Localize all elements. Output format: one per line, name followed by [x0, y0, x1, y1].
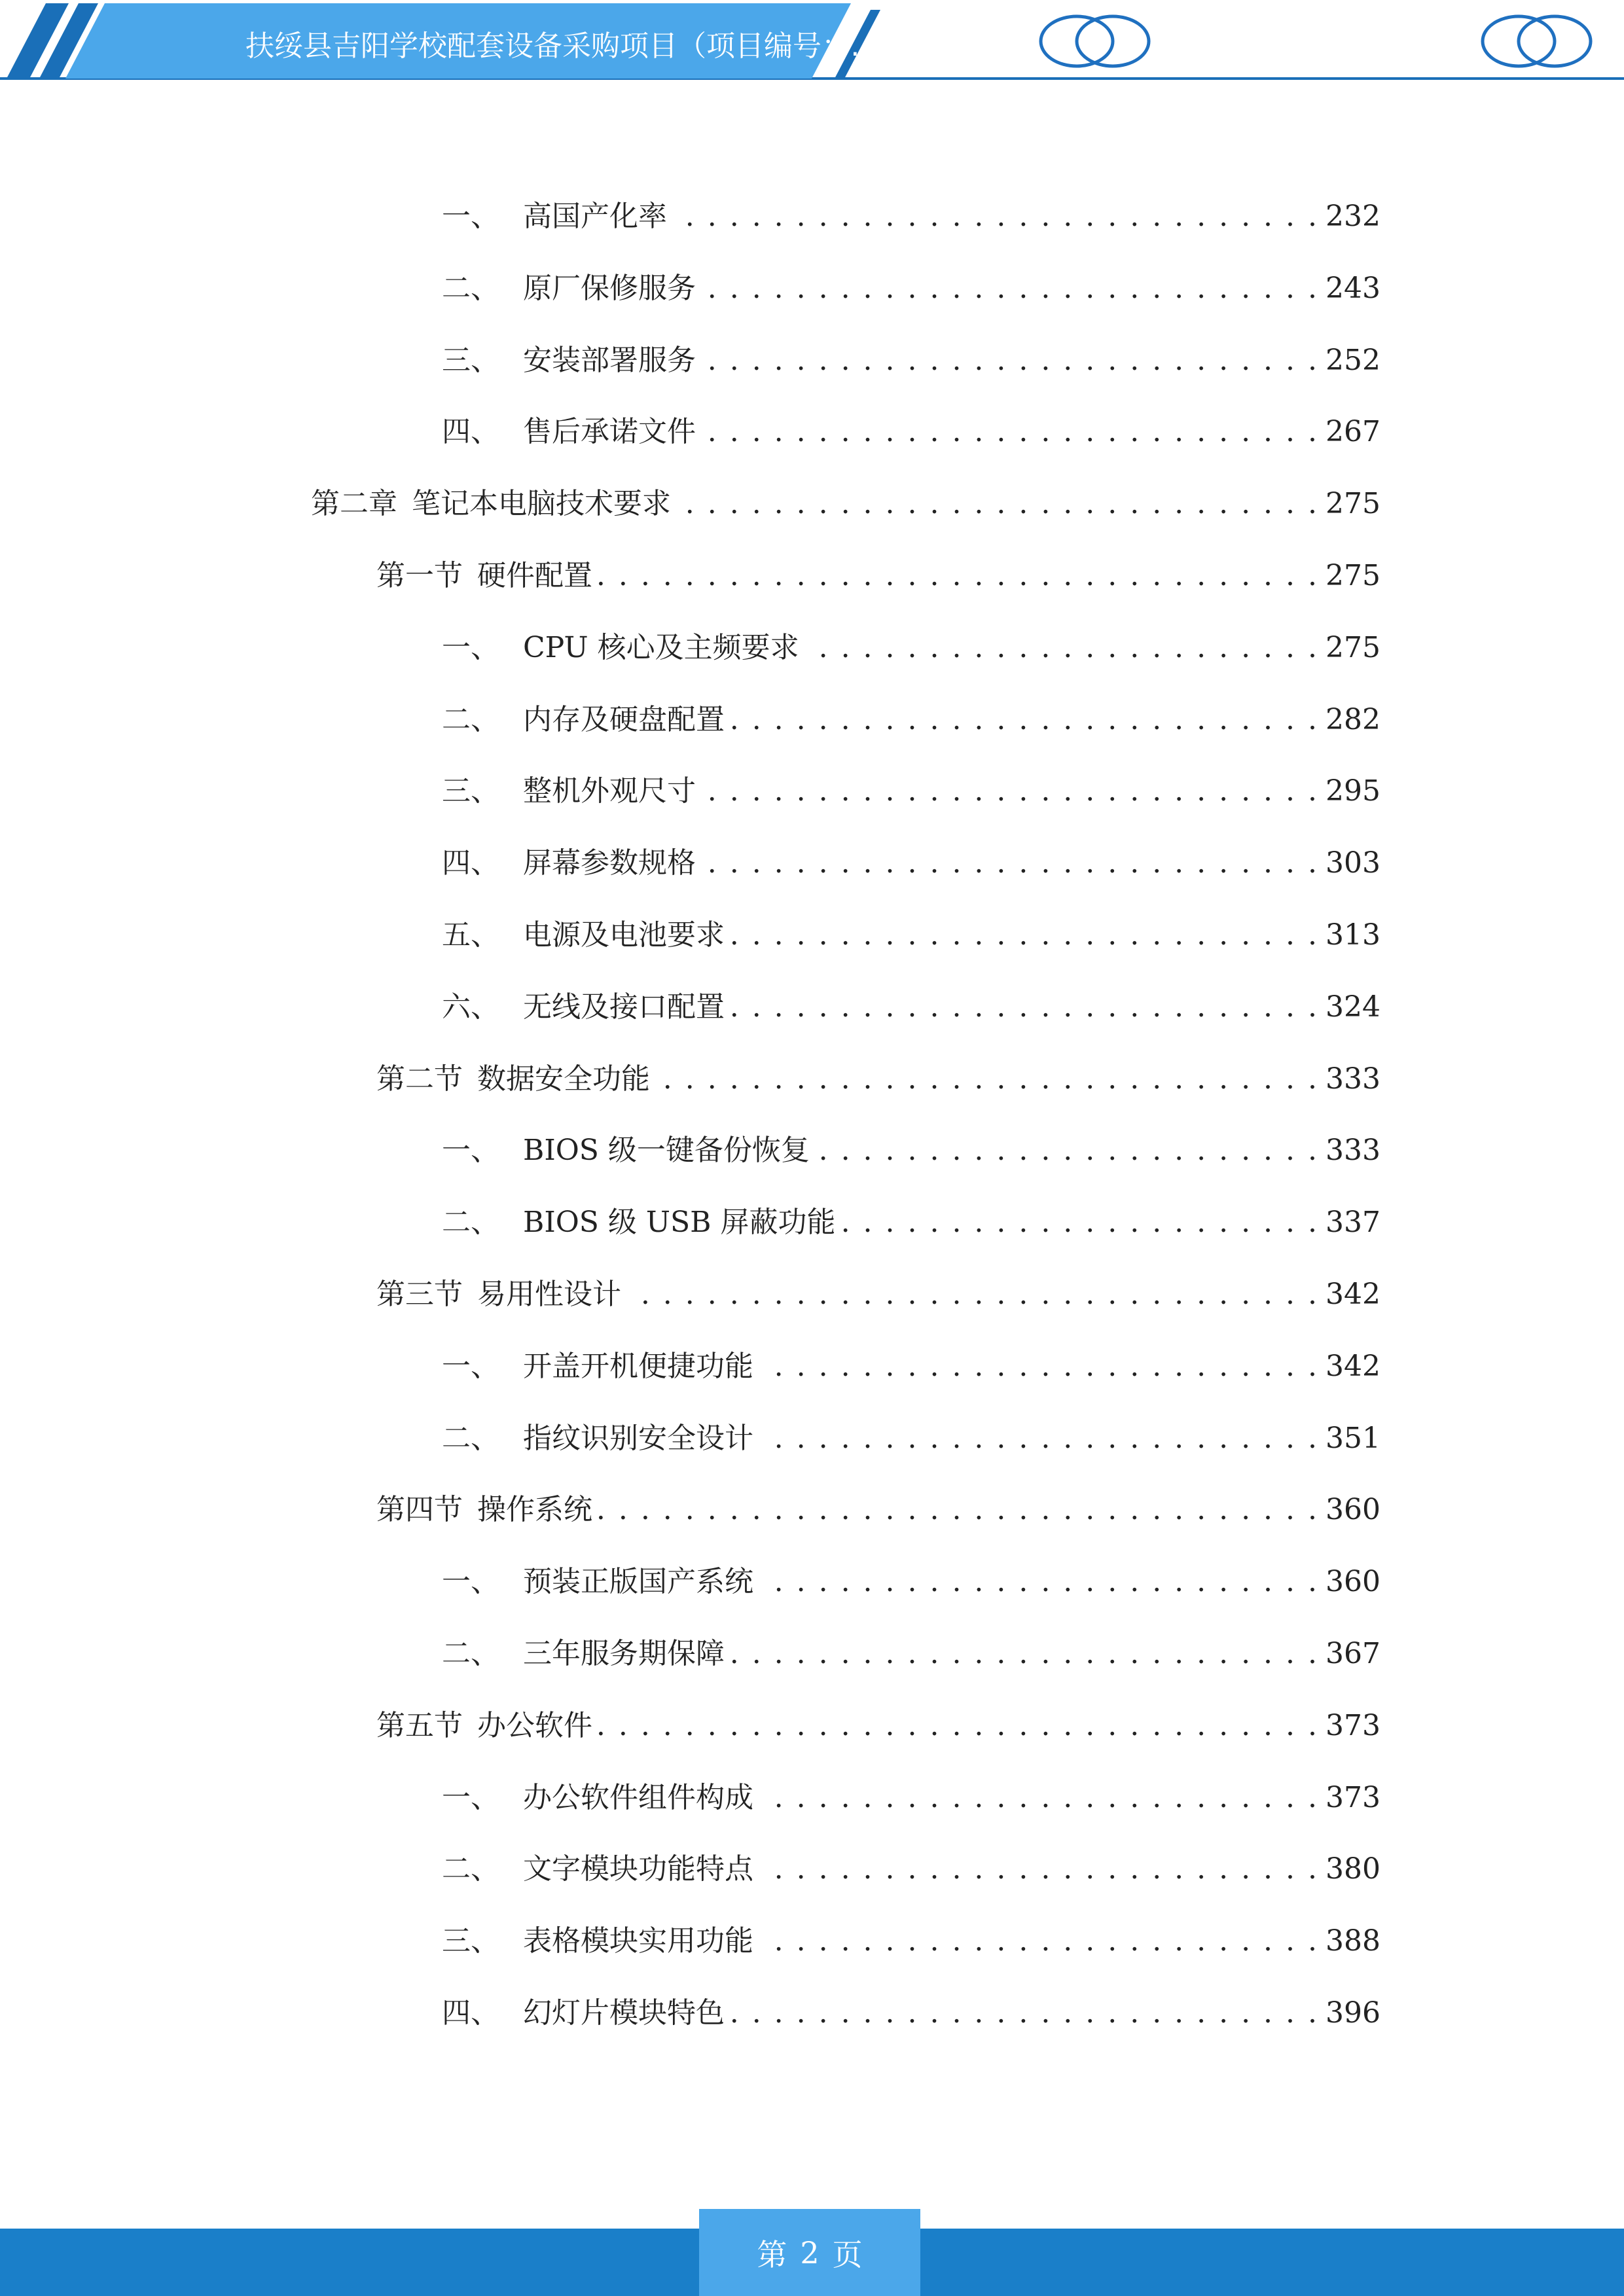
toc-number: 三、	[442, 1924, 499, 1958]
toc-dot-leader	[731, 1628, 1319, 1680]
toc-item-row[interactable]	[442, 334, 1378, 387]
toc-dot-leader	[731, 694, 1319, 746]
toc-title: 售后承诺文件	[523, 415, 696, 448]
toc-dot-leader	[599, 1484, 1319, 1536]
toc-section-row[interactable]	[376, 1484, 1378, 1536]
toc-number: 三、	[442, 774, 499, 808]
page-number-box	[699, 2209, 920, 2296]
toc-dot-leader	[702, 334, 1319, 387]
page-header	[0, 0, 1624, 85]
toc-number: 二、	[442, 1637, 499, 1670]
toc-number: 第五节	[376, 1709, 463, 1742]
toc-title: 硬件配置	[477, 559, 592, 592]
toc-page-number: 351	[1326, 1422, 1380, 1455]
toc-page-number: 313	[1326, 918, 1380, 952]
toc-title: BIOS 级一键备份恢复	[523, 1134, 810, 1167]
toc-number: 二、	[442, 1852, 499, 1886]
toc-page-number: 295	[1326, 774, 1380, 808]
toc-title: 易用性设计	[477, 1278, 621, 1311]
toc-item-row[interactable]	[442, 1843, 1378, 1895]
toc-title: 办公软件	[477, 1709, 592, 1742]
toc-title: 开盖开机便捷功能	[523, 1350, 753, 1383]
toc-page-number: 275	[1326, 631, 1380, 664]
toc-title: BIOS 级 USB 屏蔽功能	[523, 1206, 836, 1239]
toc-dot-leader	[702, 765, 1319, 817]
toc-dot-leader	[760, 1915, 1319, 1967]
toc-item-row[interactable]	[442, 694, 1378, 746]
toc-dot-leader	[599, 550, 1319, 602]
toc-title: 办公软件组件构成	[523, 1781, 753, 1814]
toc-item-row[interactable]	[442, 1772, 1378, 1824]
toc-number: 一、	[442, 631, 499, 664]
toc-title: 屏幕参数规格	[523, 846, 696, 880]
toc-dot-leader	[816, 1124, 1319, 1177]
toc-dot-leader	[674, 190, 1319, 243]
page-number-suffix: 页	[832, 2236, 863, 2272]
toc-number: 四、	[442, 846, 499, 880]
toc-page-number: 267	[1326, 415, 1380, 448]
toc-dot-leader	[806, 622, 1319, 674]
toc-number: 二、	[442, 272, 499, 305]
toc-page-number: 373	[1326, 1781, 1380, 1814]
toc-section-row[interactable]	[376, 1268, 1378, 1321]
toc-dot-leader	[731, 909, 1319, 961]
toc-title: 幻灯片模块特色	[523, 1996, 725, 2030]
toc-item-row[interactable]	[442, 1196, 1378, 1249]
toc-section-row[interactable]	[376, 1700, 1378, 1752]
toc-number: 一、	[442, 1565, 499, 1598]
toc-number: 第三节	[376, 1278, 463, 1311]
toc-page-number: 360	[1326, 1493, 1380, 1526]
toc-item-row[interactable]	[442, 1628, 1378, 1680]
toc-item-row[interactable]	[442, 1412, 1378, 1465]
toc-dot-leader	[760, 1843, 1319, 1895]
toc-title: 整机外观尺寸	[523, 774, 696, 808]
toc-item-row[interactable]	[442, 765, 1378, 817]
toc-page-number: 396	[1326, 1996, 1380, 2030]
toc-page-number: 282	[1326, 703, 1380, 736]
toc-dot-leader	[760, 1340, 1319, 1393]
toc-title: 安装部署服务	[523, 344, 696, 377]
toc-item-row[interactable]	[442, 1124, 1378, 1177]
toc-number: 第一节	[376, 559, 463, 592]
toc-item-row[interactable]	[442, 622, 1378, 674]
toc-title: 无线及接口配置	[523, 990, 725, 1024]
toc-item-row[interactable]	[442, 1340, 1378, 1393]
toc-item-row[interactable]	[442, 1556, 1378, 1608]
toc-dot-leader	[702, 262, 1319, 315]
toc-page-number: 252	[1326, 344, 1380, 377]
toc-item-row[interactable]	[442, 1987, 1378, 2039]
toc-item-row[interactable]	[442, 406, 1378, 458]
toc-number: 第四节	[376, 1493, 463, 1526]
toc-page-number: 342	[1326, 1350, 1380, 1383]
toc-page-number: 275	[1326, 487, 1380, 520]
toc-dot-leader	[731, 981, 1319, 1033]
toc-title: 指纹识别安全设计	[523, 1422, 753, 1455]
toc-number: 四、	[442, 415, 499, 448]
toc-dot-leader	[677, 478, 1319, 530]
toc-item-row[interactable]	[442, 981, 1378, 1033]
toc-title: CPU 核心及主频要求	[523, 631, 799, 664]
toc-page-number: 232	[1326, 200, 1380, 233]
toc-number: 一、	[442, 1781, 499, 1814]
toc-title: 内存及硬盘配置	[523, 703, 725, 736]
toc-page-number: 324	[1326, 990, 1380, 1024]
toc-number: 四、	[442, 1996, 499, 2030]
toc-chapter-row[interactable]	[311, 478, 1378, 530]
toc-title: 笔记本电脑技术要求	[412, 487, 671, 520]
toc-page-number: 367	[1326, 1637, 1380, 1670]
toc-page-number: 342	[1326, 1278, 1380, 1311]
toc-page-number: 380	[1326, 1852, 1380, 1886]
toc-number: 二、	[442, 1422, 499, 1455]
toc-number: 二、	[442, 1206, 499, 1239]
toc-dot-leader	[731, 1987, 1319, 2039]
toc-number: 三、	[442, 344, 499, 377]
toc-number: 第二节	[376, 1062, 463, 1096]
toc-page-number: 333	[1326, 1062, 1380, 1096]
toc-page-number: 243	[1326, 272, 1380, 305]
toc-dot-leader	[702, 406, 1319, 458]
toc-item-row[interactable]	[442, 837, 1378, 889]
toc-title: 三年服务期保障	[523, 1637, 725, 1670]
toc-item-row[interactable]	[442, 190, 1378, 243]
page-number: 2	[800, 2234, 820, 2270]
toc-title: 数据安全功能	[477, 1062, 650, 1096]
toc-page-number: 275	[1326, 559, 1380, 592]
toc-page-number: 333	[1326, 1134, 1380, 1167]
toc-dot-leader	[657, 1053, 1319, 1105]
toc-page-number: 360	[1326, 1565, 1380, 1598]
toc-section-row[interactable]	[376, 550, 1378, 602]
toc-number: 五、	[442, 918, 499, 952]
toc-dot-leader	[760, 1556, 1319, 1608]
toc-dot-leader	[599, 1700, 1319, 1752]
toc-item-row[interactable]	[442, 1915, 1378, 1967]
toc-dot-leader	[628, 1268, 1319, 1321]
toc-number: 一、	[442, 200, 499, 233]
toc-title: 表格模块实用功能	[523, 1924, 753, 1958]
toc-number: 一、	[442, 1134, 499, 1167]
toc-dot-leader	[760, 1772, 1319, 1824]
toc-title: 原厂保修服务	[523, 272, 696, 305]
toc-page-number: 373	[1326, 1709, 1380, 1742]
toc-title: 电源及电池要求	[523, 918, 725, 952]
toc-number: 二、	[442, 703, 499, 736]
toc-dot-leader	[702, 837, 1319, 889]
toc-dot-leader	[760, 1412, 1319, 1465]
toc-number: 第二章	[311, 487, 397, 520]
toc-title: 预装正版国产系统	[523, 1565, 753, 1598]
toc-page-number: 388	[1326, 1924, 1380, 1958]
toc-page-number: 337	[1326, 1206, 1380, 1239]
toc-number: 六、	[442, 990, 499, 1024]
toc-item-row[interactable]	[442, 262, 1378, 315]
header-title: 扶绥县吉阳学校配套设备采购项目（项目编号：…）	[245, 29, 908, 63]
toc-title: 操作系统	[477, 1493, 592, 1526]
toc-dot-leader	[842, 1196, 1319, 1249]
page-number-prefix: 第	[757, 2236, 787, 2272]
toc-item-row[interactable]	[442, 909, 1378, 961]
toc-title: 文字模块功能特点	[523, 1852, 753, 1886]
toc-number: 一、	[442, 1350, 499, 1383]
toc-page-number: 303	[1326, 846, 1380, 880]
page-footer	[0, 2229, 1624, 2296]
toc-section-row[interactable]	[376, 1053, 1378, 1105]
toc-title: 高国产化率	[523, 200, 667, 233]
